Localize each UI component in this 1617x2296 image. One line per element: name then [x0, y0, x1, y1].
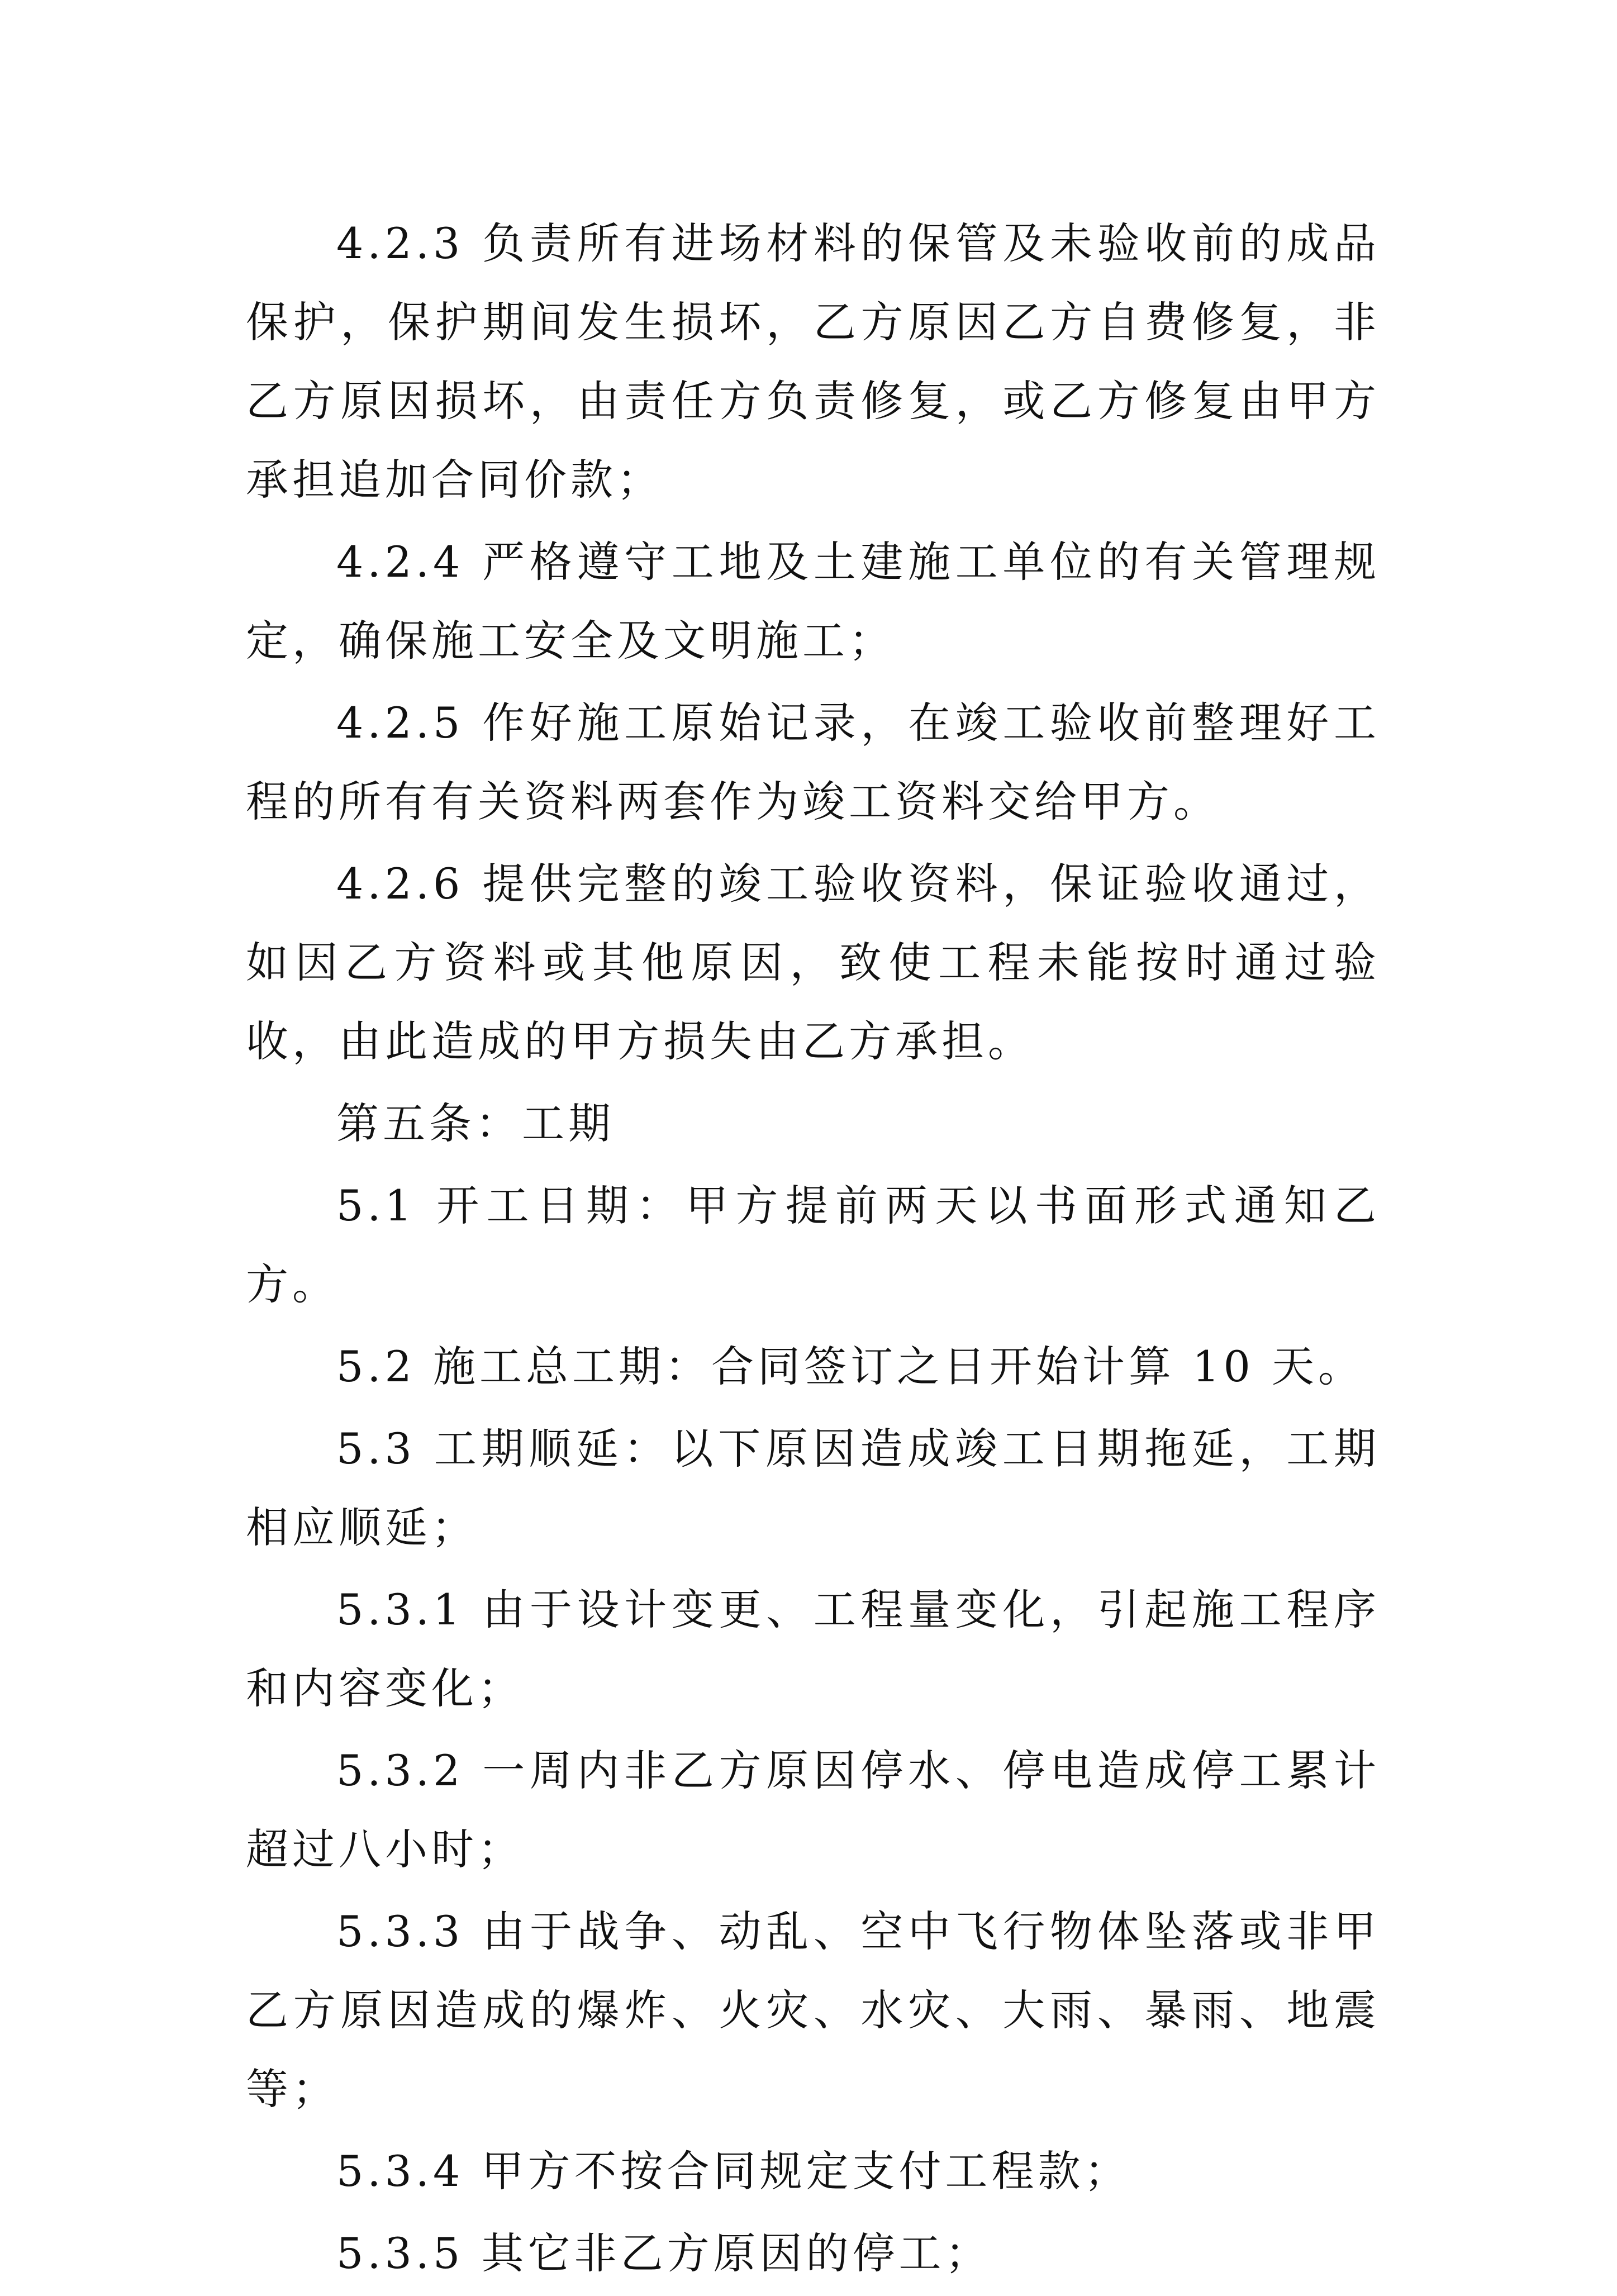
clause-5-2: 5.2 施工总工期：合同签订之日开始计算 10 天。 — [336, 1342, 1365, 1391]
clause-5-3-5: 5.3.5 其它非乙方原因的停工； — [336, 2228, 992, 2278]
clause-5-3-1: 5.3.1 由于设计变更、工程量变化，引起施工程序和内容变化； — [246, 1585, 1380, 1713]
clause-5-3: 5.3 工期顺延：以下原因造成竣工日期拖延，工期相应顺延； — [246, 1424, 1380, 1552]
clause-4-2-6: 4.2.6 提供完整的竣工验收资料，保证验收通过，如因乙方资料或其他原因，致使工程未能按时通过验收，由此造成的甲方损失由乙方承担。 — [246, 859, 1380, 1066]
article-5-heading: 第五条：工期 — [336, 1099, 615, 1148]
contract-text — [246, 204, 1380, 2296]
clause-5-3-4: 5.3.4 甲方不按合同规定支付工程款； — [336, 2146, 1131, 2196]
clause-5-3-2: 5.3.2 一周内非乙方原因停水、停电造成停工累计超过八小时； — [246, 1746, 1380, 1874]
clause-5-3-3: 5.3.3 由于战争、动乱、空中飞行物体坠落或非甲乙方原因造成的爆炸、火灾、水灾、大雨、暴雨、地震等； — [246, 1907, 1380, 2114]
clause-5-1: 5.1 开工日期：甲方提前两天以书面形式通知乙方。 — [246, 1181, 1380, 1309]
clause-4-2-5: 4.2.5 作好施工原始记录，在竣工验收前整理好工程的所有有关资料两套作为竣工资料交给甲方。 — [246, 698, 1380, 826]
clause-4-2-4: 4.2.4 严格遵守工地及土建施工单位的有关管理规定，确保施工安全及文明施工； — [246, 537, 1380, 665]
clause-4-2-3: 4.2.3 负责所有进场材料的保管及未验收前的成品保护，保护期间发生损坏，乙方原因乙方自费修复，非乙方原因损坏，由责任方负责修复，或乙方修复由甲方承担追加合同价款； — [246, 218, 1380, 505]
